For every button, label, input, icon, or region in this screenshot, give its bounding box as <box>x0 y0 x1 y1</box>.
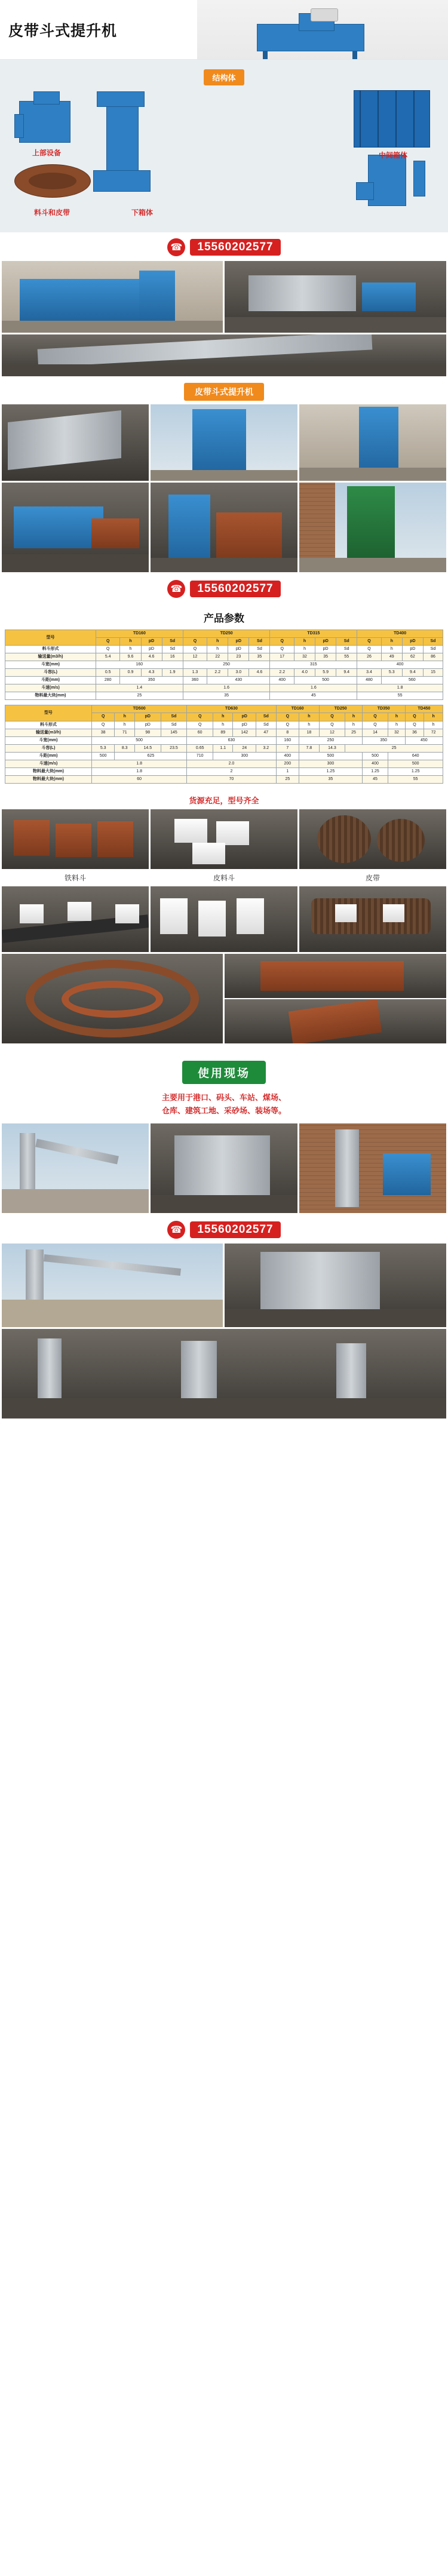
phone-number[interactable]: 15560202577 <box>190 581 280 597</box>
spec-table-2 <box>5 705 443 783</box>
table-cell: 32 <box>388 729 405 736</box>
table-cell: 1.25 <box>362 767 388 775</box>
table-cell: 8 <box>276 729 299 736</box>
table-cell: 1.6 <box>183 684 270 692</box>
table-cell: 38 <box>91 729 115 736</box>
row-label: 斗宽(mm) <box>5 736 92 744</box>
table-cell: Sd <box>336 646 357 653</box>
table-cell: 26 <box>357 653 381 661</box>
spec-table-1 <box>5 630 443 700</box>
subcol: Q <box>362 713 388 721</box>
usage-photo[interactable] <box>2 1123 149 1213</box>
table-row <box>5 744 443 752</box>
subcol: Q <box>319 713 345 721</box>
row-label: 输送量(m3/h) <box>5 729 92 736</box>
table-cell: 49 <box>381 653 402 661</box>
table-cell: 15 <box>423 669 443 677</box>
usage-photo[interactable] <box>2 1244 223 1327</box>
table-row <box>5 775 443 783</box>
usage-row-1 <box>0 1123 448 1215</box>
table-row <box>5 721 443 729</box>
table-row <box>5 661 443 669</box>
subcol: pD <box>228 638 249 646</box>
accessory-photo[interactable] <box>2 954 223 1043</box>
table-cell: h <box>213 721 233 729</box>
model-group: TD630 <box>187 705 276 713</box>
subcol: h <box>115 713 134 721</box>
table-cell: 710 <box>187 752 213 760</box>
caption-top-device: 上部设备 <box>32 149 61 157</box>
row-label: 斗容(L) <box>5 669 96 677</box>
table-cell: 1.1 <box>213 744 233 752</box>
gallery-photo[interactable] <box>151 404 297 481</box>
accessory-photo[interactable] <box>299 809 446 869</box>
phone-icon: ☎ <box>167 238 185 256</box>
table-cell: Q <box>91 721 115 729</box>
subcol: h <box>294 638 315 646</box>
table-cell: 14 <box>362 729 388 736</box>
table-cell: 14.3 <box>319 744 345 752</box>
table-cell: 36 <box>405 729 424 736</box>
accessory-photo[interactable] <box>2 809 149 869</box>
model-group: TD160 <box>96 630 183 638</box>
structure-part-middle <box>354 90 431 150</box>
table-cell: 1.8 <box>91 760 186 767</box>
page-title: 皮带斗式提升机 <box>8 22 118 39</box>
table-cell: 160 <box>276 736 299 744</box>
usage-header <box>0 1054 448 1088</box>
table-row <box>5 767 443 775</box>
table-cell: 55 <box>357 692 443 700</box>
accessories-captions <box>0 871 448 886</box>
model-group: TD500 <box>91 705 186 713</box>
table-cell: 500 <box>388 760 443 767</box>
table-cell: pD <box>233 721 256 729</box>
table-cell: 9.6 <box>120 653 141 661</box>
table-cell: 7.8 <box>299 744 319 752</box>
table-row <box>5 692 443 700</box>
table-cell: 0.5 <box>96 669 119 677</box>
table-cell: pD <box>402 646 423 653</box>
page-header <box>0 0 448 60</box>
gallery-photo[interactable] <box>299 404 446 481</box>
table-cell: 1.8 <box>357 684 443 692</box>
structure-part-whole <box>88 91 160 205</box>
structure-part-bottom <box>356 155 428 210</box>
phone-icon: ☎ <box>167 580 185 598</box>
table-cell: 500 <box>362 752 388 760</box>
contact-bar-1[interactable] <box>0 232 448 261</box>
subcol: pD <box>402 638 423 646</box>
table-cell: 35 <box>315 653 336 661</box>
table-cell: Sd <box>256 721 276 729</box>
table-cell: 45 <box>362 775 388 783</box>
table-cell: 9.4 <box>402 669 423 677</box>
spec-table-1-body <box>5 646 443 700</box>
model-group: TD350 <box>362 705 405 713</box>
table-cell: 70 <box>187 775 276 783</box>
parameters-title: 产品参数 <box>204 613 244 624</box>
table-cell: h <box>299 721 319 729</box>
table-row <box>5 646 443 653</box>
table-cell: h <box>345 721 362 729</box>
table-cell: 350 <box>120 677 183 684</box>
table-cell: 2.2 <box>207 669 228 677</box>
spec-table-2-body <box>5 721 443 783</box>
phone-number[interactable]: 15560202577 <box>190 1221 280 1238</box>
gallery-photo[interactable] <box>2 404 149 481</box>
structure-part-top <box>13 90 79 147</box>
table-cell: 4.6 <box>249 669 270 677</box>
table-cell: 2 <box>187 767 276 775</box>
structure-part-bucket-belt <box>11 158 94 206</box>
table-cell: 500 <box>294 677 357 684</box>
table-row <box>5 729 443 736</box>
table-cell: h <box>207 646 228 653</box>
table-cell: h <box>424 721 443 729</box>
table-cell: 8.3 <box>115 744 134 752</box>
table-cell: pD <box>228 646 249 653</box>
phone-number[interactable]: 15560202577 <box>190 239 280 256</box>
table-cell: 55 <box>336 653 357 661</box>
subcol: Sd <box>336 638 357 646</box>
table-cell: 24 <box>233 744 256 752</box>
table-cell: 0.9 <box>120 669 141 677</box>
table-cell: Q <box>183 646 207 653</box>
subcol: h <box>120 638 141 646</box>
table-cell: Q <box>357 646 381 653</box>
table-cell: 450 <box>405 736 443 744</box>
accessory-caption: 皮带 <box>365 873 380 882</box>
usage-description <box>0 1088 448 1123</box>
subcol: pD <box>134 713 161 721</box>
table-cell: 18 <box>299 729 319 736</box>
table-cell: 16 <box>162 653 183 661</box>
table-cell: 12 <box>319 729 345 736</box>
table-cell: 400 <box>270 677 294 684</box>
usage-photo[interactable] <box>299 1123 446 1213</box>
col-model: 型号 <box>5 630 96 646</box>
table-cell: 360 <box>183 677 207 684</box>
table-cell: Q <box>270 646 294 653</box>
parameters-section <box>0 603 448 790</box>
structure-section-label: 结构体 <box>204 69 244 85</box>
table-cell: 4.0 <box>294 669 315 677</box>
table-header-row <box>5 705 443 713</box>
table-cell: 430 <box>207 677 270 684</box>
row-label: 斗速(m/s) <box>5 760 92 767</box>
table-cell: 400 <box>362 760 388 767</box>
row-label: 物料最大块(mm) <box>5 767 92 775</box>
table-cell: 5.3 <box>91 744 115 752</box>
usage-photo[interactable] <box>151 1123 297 1213</box>
table-cell: 300 <box>213 752 277 760</box>
table-cell: 1 <box>276 767 299 775</box>
table-cell: 1.25 <box>299 767 363 775</box>
table-cell: 2.2 <box>270 669 294 677</box>
subcol: Q <box>91 713 115 721</box>
subcol: h <box>299 713 319 721</box>
row-label: 斗距(mm) <box>5 677 96 684</box>
table-cell: 625 <box>115 752 187 760</box>
table-cell: 5.4 <box>96 653 119 661</box>
table-cell: h <box>381 646 402 653</box>
table-cell: 560 <box>381 677 443 684</box>
gallery-photo[interactable] <box>2 483 149 572</box>
table-cell: 45 <box>270 692 357 700</box>
accessories-row-3 <box>0 954 448 1045</box>
table-cell: 35 <box>249 653 270 661</box>
table-cell: Q <box>187 721 213 729</box>
accessory-photo[interactable] <box>151 886 297 952</box>
table-cell: 300 <box>299 760 363 767</box>
gallery-row-2 <box>0 334 448 378</box>
table-cell: 280 <box>96 677 119 684</box>
accessory-photo[interactable] <box>151 809 297 869</box>
table-cell: Q <box>96 646 119 653</box>
table-cell: Q <box>276 721 299 729</box>
subcol: Sd <box>249 638 270 646</box>
table-cell: 3.4 <box>357 669 381 677</box>
model-group: TD250 <box>319 705 362 713</box>
usage-line-1: 主要用于港口、码头、车站、煤场、 <box>161 1092 286 1102</box>
row-label: 斗宽(mm) <box>5 661 96 669</box>
gallery-photo[interactable] <box>225 261 446 333</box>
table-cell: 160 <box>96 661 183 669</box>
model-group: TD250 <box>183 630 270 638</box>
table-cell: 89 <box>213 729 233 736</box>
accessory-photo[interactable] <box>225 954 446 998</box>
accessories-row-2 <box>0 886 448 954</box>
gallery-row-1 <box>0 261 448 334</box>
caption-bucket-belt: 料斗和皮带 <box>33 208 70 217</box>
section-divider <box>0 1045 448 1054</box>
table-row <box>5 760 443 767</box>
table-cell: 1.3 <box>183 669 207 677</box>
gallery-photo[interactable] <box>2 261 223 333</box>
table-cell: h <box>388 721 405 729</box>
subcol: Q <box>187 713 213 721</box>
accessory-photo[interactable] <box>2 886 149 952</box>
table-cell: 35 <box>183 692 270 700</box>
table-cell: 98 <box>134 729 161 736</box>
table-cell: pD <box>315 646 336 653</box>
table-cell: 5.9 <box>315 669 336 677</box>
structure-diagram <box>5 88 443 225</box>
col-model: 型号 <box>5 705 92 721</box>
subcol: Sd <box>162 638 183 646</box>
table-cell: 72 <box>424 729 443 736</box>
table-cell: 25 <box>276 775 299 783</box>
table-cell: 1.4 <box>96 684 183 692</box>
table-cell: 1.25 <box>388 767 443 775</box>
subcol: Q <box>276 713 299 721</box>
subcol: h <box>345 713 362 721</box>
subcol: Sd <box>256 713 276 721</box>
table-cell: 47 <box>256 729 276 736</box>
table-cell: 500 <box>91 752 115 760</box>
table-cell: 3.2 <box>256 744 276 752</box>
model-group: TD400 <box>357 630 443 638</box>
table-cell: Q <box>319 721 345 729</box>
header-product-photo <box>197 0 448 60</box>
row-label: 料斗形式 <box>5 721 92 729</box>
accessory-photo[interactable] <box>299 886 446 952</box>
contact-bar-2[interactable] <box>0 574 448 603</box>
table-row <box>5 653 443 661</box>
usage-photo[interactable] <box>225 1244 446 1327</box>
subcol: Q <box>405 713 424 721</box>
gallery-photo[interactable] <box>299 483 446 572</box>
table-cell: Q <box>405 721 424 729</box>
table-cell: Sd <box>161 721 187 729</box>
table-row <box>5 752 443 760</box>
table-cell: 22 <box>207 653 228 661</box>
structure-section <box>0 60 448 232</box>
subcol: Q <box>270 638 294 646</box>
table-cell: 500 <box>91 736 186 744</box>
gallery-row-3 <box>0 404 448 483</box>
table-cell: 630 <box>187 736 276 744</box>
phone-icon: ☎ <box>167 1221 185 1239</box>
contact-bar-3[interactable] <box>0 1215 448 1244</box>
table-cell: pD <box>141 646 162 653</box>
table-cell: 32 <box>294 653 315 661</box>
row-label: 物料最大块(mm) <box>5 692 96 700</box>
subcol: h <box>381 638 402 646</box>
table-cell: 350 <box>362 736 405 744</box>
subcol: Q <box>183 638 207 646</box>
table-cell: Sd <box>162 646 183 653</box>
table-cell: h <box>120 646 141 653</box>
model-group: TD315 <box>270 630 357 638</box>
table-cell: 25 <box>345 744 443 752</box>
table-row <box>5 669 443 677</box>
table-cell: Sd <box>423 646 443 653</box>
table-cell: 25 <box>345 729 362 736</box>
subcol: pD <box>233 713 256 721</box>
accessories-row-1 <box>0 809 448 871</box>
row-label: 输送量(m3/h) <box>5 653 96 661</box>
table-cell: 25 <box>96 692 183 700</box>
caption-bottom-box: 下箱体 <box>131 208 153 217</box>
table-cell: 3.0 <box>228 669 249 677</box>
table-cell: 4.6 <box>141 653 162 661</box>
caption-middle-box: 中间箱体 <box>378 151 407 159</box>
row-label: 斗容(L) <box>5 744 92 752</box>
table-cell: 2.0 <box>187 760 276 767</box>
row-label: 斗距(mm) <box>5 752 92 760</box>
usage-row-2 <box>0 1244 448 1329</box>
subcol: h <box>207 638 228 646</box>
subcol: Q <box>96 638 119 646</box>
table-cell: 142 <box>233 729 256 736</box>
table-cell: 60 <box>91 775 186 783</box>
table-row <box>5 736 443 744</box>
subcol: h <box>424 713 443 721</box>
usage-line-2: 仓库、建筑工地、采砂场、装场等。 <box>161 1106 286 1115</box>
table-cell: Q <box>362 721 388 729</box>
gallery-label: 皮带斗式提升机 <box>184 383 264 401</box>
table-row <box>5 677 443 684</box>
table-cell: 14.5 <box>134 744 161 752</box>
table-cell: 12 <box>183 653 207 661</box>
table-cell: 400 <box>276 752 299 760</box>
usage-photo[interactable] <box>2 1329 446 1419</box>
accessories-subtitle: 货源充足，型号齐全 <box>0 790 448 809</box>
table-cell: 400 <box>357 661 443 669</box>
table-cell: 315 <box>270 661 357 669</box>
model-group: TD450 <box>405 705 443 713</box>
table-cell: 71 <box>115 729 134 736</box>
table-cell: pD <box>134 721 161 729</box>
table-header-row <box>5 630 443 638</box>
table-cell: 86 <box>423 653 443 661</box>
table-cell: 9.4 <box>336 669 357 677</box>
accessory-photo[interactable] <box>225 999 446 1043</box>
gallery-photo[interactable] <box>2 334 446 376</box>
table-cell: 145 <box>161 729 187 736</box>
table-cell: 23.5 <box>161 744 187 752</box>
gallery-row-4 <box>0 483 448 574</box>
table-cell: 62 <box>402 653 423 661</box>
table-cell: 1.8 <box>91 767 186 775</box>
table-cell: 480 <box>357 677 381 684</box>
table-cell: 4.3 <box>141 669 162 677</box>
table-cell: Sd <box>249 646 270 653</box>
table-cell: h <box>115 721 134 729</box>
subcol: h <box>213 713 233 721</box>
table-cell: 250 <box>183 661 270 669</box>
table-cell: 23 <box>228 653 249 661</box>
subcol: Sd <box>423 638 443 646</box>
row-label: 斗速(m/s) <box>5 684 96 692</box>
accessory-caption: 皮料斗 <box>213 873 235 882</box>
table-row <box>5 684 443 692</box>
table-cell: 200 <box>276 760 299 767</box>
row-label: 料斗形式 <box>5 646 96 653</box>
row-label: 物料最大块(mm) <box>5 775 92 783</box>
table-cell: 500 <box>299 752 363 760</box>
subcol: h <box>388 713 405 721</box>
gallery-photo[interactable] <box>151 483 297 572</box>
table-cell: 5.3 <box>381 669 402 677</box>
table-cell: h <box>294 646 315 653</box>
table-cell: 640 <box>388 752 443 760</box>
table-cell: 17 <box>270 653 294 661</box>
gallery-label-banner <box>0 378 448 404</box>
table-cell: 1.6 <box>270 684 357 692</box>
table-cell: 1.9 <box>162 669 183 677</box>
subcol: Q <box>357 638 381 646</box>
table-cell: 250 <box>299 736 363 744</box>
subcol: pD <box>141 638 162 646</box>
subcol: pD <box>315 638 336 646</box>
table-cell: 0.65 <box>187 744 213 752</box>
table-cell: 7 <box>276 744 299 752</box>
subcol: Sd <box>161 713 187 721</box>
usage-title: 使用现场 <box>182 1061 266 1084</box>
model-group: TD160 <box>276 705 319 713</box>
table-cell: 35 <box>299 775 363 783</box>
accessory-caption: 铁料斗 <box>64 873 86 882</box>
usage-row-3 <box>0 1329 448 1420</box>
table-cell: 60 <box>187 729 213 736</box>
table-cell: 55 <box>388 775 443 783</box>
